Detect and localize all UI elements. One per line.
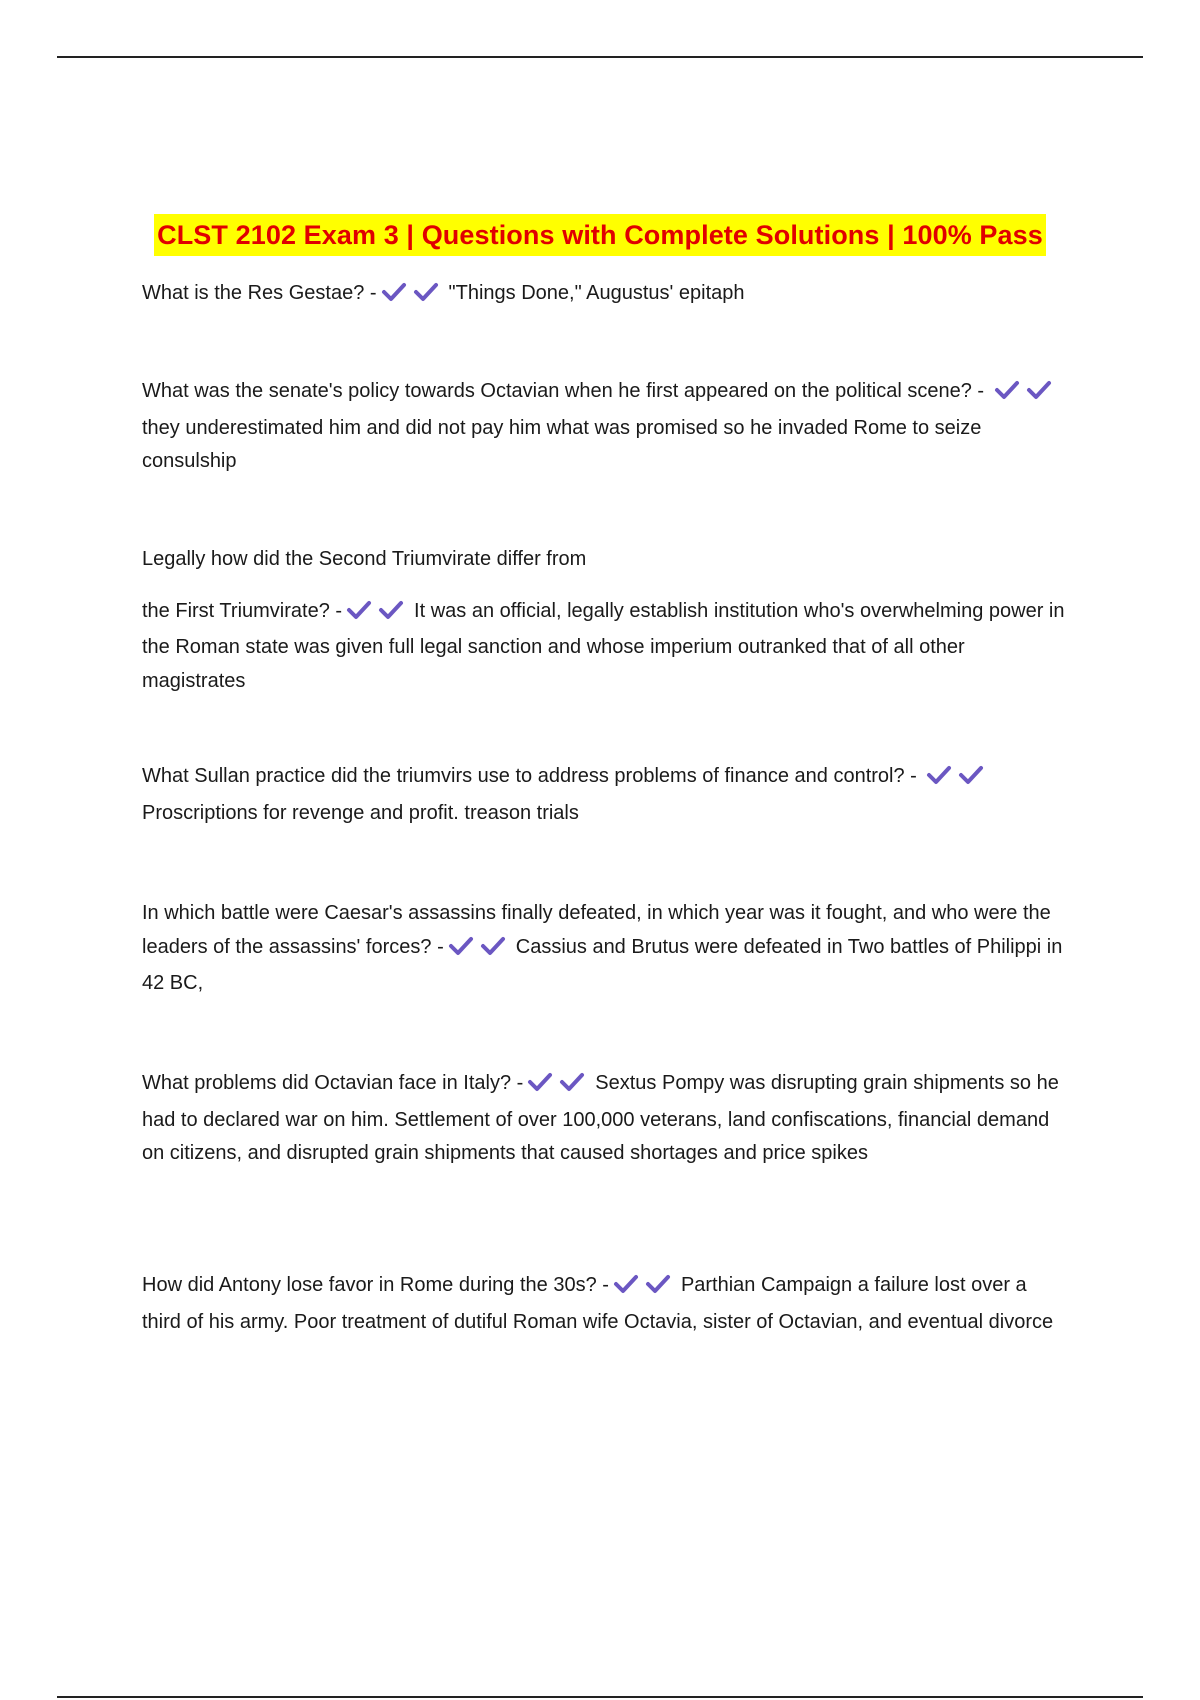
question-text: How did Antony lose favor in Rome during the 30s? - [142, 1274, 609, 1296]
document-title: CLST 2102 Exam 3 | Questions with Complete Solutions | 100% Pass [154, 214, 1046, 256]
double-checkmark-icon [926, 763, 990, 797]
check-icon [994, 380, 1020, 400]
qa-item-1 [142, 277, 1067, 314]
question-text: What problems did Octavian face in Italy? - [142, 1072, 524, 1094]
check-icon [448, 936, 474, 956]
check-icon [559, 1072, 585, 1092]
check-icon [613, 1274, 639, 1294]
bottom-rule [57, 1696, 1143, 1698]
check-icon [381, 282, 407, 302]
check-icon [958, 765, 984, 785]
qa-item-4 [142, 760, 1067, 830]
qa-text [142, 1269, 1067, 1339]
answer-text: "Things Done," Augustus' epitaph [448, 282, 745, 304]
qa-item-5 [142, 897, 1067, 1001]
check-icon [346, 600, 372, 620]
double-checkmark-icon [346, 598, 410, 632]
check-icon [378, 600, 404, 620]
answer-text: Parthian Campaign a failure lost over a third of his army. Poor treatment of dutiful Roman wife Octavia, sister of Octavian, and eventual divorce [142, 1274, 1054, 1333]
qa-text [142, 595, 1067, 699]
check-icon [645, 1274, 671, 1294]
double-checkmark-icon [381, 280, 445, 314]
qa-item-7 [142, 1269, 1067, 1339]
double-checkmark-icon [994, 378, 1058, 412]
check-icon [1026, 380, 1052, 400]
question-text: the First Triumvirate? - [142, 599, 343, 622]
qa-item-2 [142, 375, 1067, 479]
check-icon [527, 1072, 553, 1092]
check-icon [413, 282, 439, 302]
answer-text: they underestimated him and did not pay him what was promised so he invaded Rome to seize consulship [142, 416, 982, 472]
answer-text: Cassius and Brutus were defeated in Two battles of Philippi in 42 BC, [142, 935, 1063, 994]
top-rule [57, 56, 1143, 58]
check-icon [926, 765, 952, 785]
qa-text [142, 760, 1067, 830]
double-checkmark-icon [448, 934, 512, 968]
question-text: In which battle were Caesar's assassins finally defeated, in which year was it fought, and who were the leaders of the assassins' forces? - [142, 902, 1051, 958]
answer-text: Proscriptions for revenge and profit. treason trials [142, 801, 579, 824]
answer-text: It was an official, legally establish institution who's overwhelming power in the Roman state was given full legal sanction and whose imperium outranked that of all other magistrates [142, 599, 1065, 692]
qa-item-6 [142, 1067, 1067, 1171]
question-line-1: Legally how did the Second Triumvirate differ from [142, 548, 587, 570]
check-icon [480, 936, 506, 956]
qa-text [142, 1067, 1067, 1171]
qa-text [142, 277, 1067, 314]
question-text: What was the senate's policy towards Octavian when he first appeared on the political scene? - [142, 380, 985, 402]
answer-text: Sextus Pompy was disrupting grain shipments so he had to declared war on him. Settlement of over 100,000 veterans, land confiscations, financial demand on citizens, and disrupted grain shipments that caused shortages and price spikes [142, 1072, 1059, 1164]
title-block [0, 214, 1200, 256]
qa-item-3 [142, 543, 1067, 698]
qa-text [142, 375, 1067, 479]
qa-text [142, 897, 1067, 1001]
question-text: What is the Res Gestae? - [142, 282, 377, 304]
question-text: What Sullan practice did the triumvirs use to address problems of finance and control? - [142, 765, 917, 787]
double-checkmark-icon [613, 1272, 677, 1306]
double-checkmark-icon [527, 1070, 591, 1104]
